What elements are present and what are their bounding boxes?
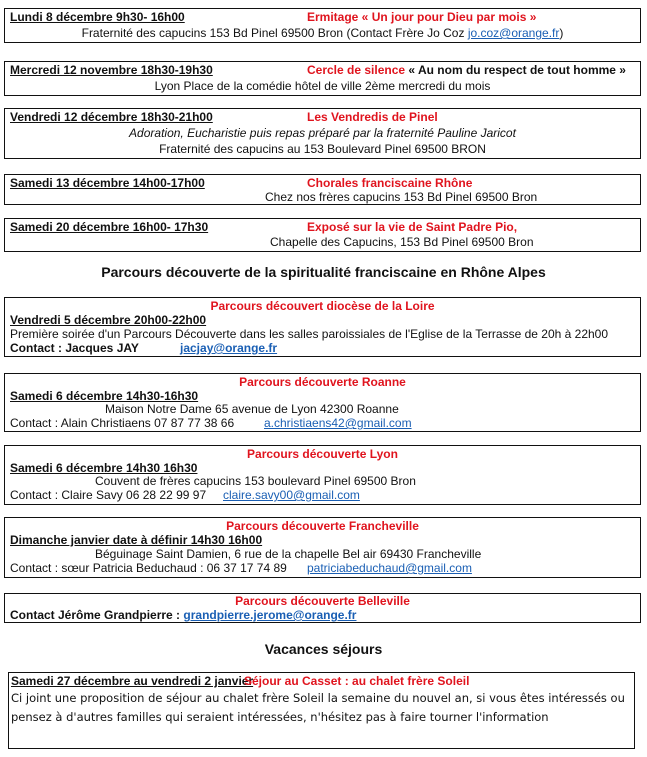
event-location-end: )	[559, 26, 564, 40]
vacances-date: Samedi 27 décembre au vendredi 2 janvier	[11, 674, 254, 688]
event-card	[4, 61, 641, 96]
event-title: Les Vendredis de Pinel	[307, 110, 438, 124]
parcours-title: Parcours découverte Belleville	[235, 594, 410, 608]
parcours-card	[4, 445, 641, 505]
event-title-suffix: « Au nom du respect de tout homme »	[405, 63, 626, 77]
event-title: Ermitage « Un jour pour Dieu par mois »	[307, 10, 537, 24]
parcours-card	[4, 297, 641, 357]
parcours-title: Parcours découverte Lyon	[247, 447, 398, 461]
event-card	[4, 174, 641, 205]
parcours-contact: Contact : Alain Christiaens 07 87 77 38 66	[10, 416, 235, 430]
parcours-email-link[interactable]: jacjay@orange.fr	[180, 341, 278, 355]
parcours-location: Maison Notre Dame 65 avenue de Lyon 42300 Roanne	[105, 402, 399, 416]
event-email-link[interactable]: jo.coz@orange.fr	[467, 26, 560, 40]
event-date: Samedi 13 décembre 14h00-17h00	[10, 176, 205, 190]
parcours-description: Première soirée d'un Parcours Découverte dans les salles paroissiales de l'Eglise de la Terrasse de 20h à 22h00	[10, 327, 609, 341]
parcours-title: Parcours découverte Roanne	[239, 375, 406, 389]
parcours-contact: Contact : Claire Savy 06 28 22 99 97	[10, 488, 207, 502]
parcours-location: Couvent de frères capucins 153 boulevard Pinel 69500 Bron	[95, 474, 416, 488]
event-location: Chez nos frères capucins 153 Bd Pinel 69500 Bron	[265, 190, 538, 204]
event-location-text: Fraternité des capucins 153 Bd Pinel 69500 Bron (Contact Frère Jo Coz	[81, 26, 468, 40]
parcours-email-link[interactable]: grandpierre.jerome@orange.fr	[183, 608, 357, 622]
event-location: Chapelle des Capucins, 153 Bd Pinel 69500 Bron	[270, 235, 534, 249]
parcours-date: Samedi 6 décembre 14h30 16h30	[10, 461, 198, 475]
vacances-title: Séjour au Casset : au chalet frère Soleil	[244, 674, 470, 688]
vacances-text-line-2: pensez à d'autres familles qui seraient intéressées, n'hésitez pas à faire tourner l'information	[11, 710, 549, 724]
vacances-text-line-1: Ci joint une proposition de séjour au chalet frère Soleil la semaine du nouvel an, si vous êtes intéressés ou	[11, 691, 625, 705]
event-title: Chorales franciscaine Rhône	[307, 176, 473, 190]
event-description: Adoration, Eucharistie puis repas préparé par la fraternité Pauline Jaricot	[129, 126, 516, 140]
event-title: Cercle de silence	[307, 63, 406, 77]
parcours-email-link[interactable]: claire.savy00@gmail.com	[223, 488, 360, 502]
parcours-email-link[interactable]: patriciabeduchaud@gmail.com	[307, 561, 472, 575]
event-card	[4, 218, 641, 252]
parcours-date: Vendredi 5 décembre 20h00-22h00	[10, 313, 207, 327]
vacances-card	[8, 672, 635, 749]
event-date: Lundi 8 décembre 9h30- 16h00	[10, 10, 185, 24]
event-date: Mercredi 12 novembre 18h30-19h30	[10, 63, 213, 77]
section-heading-vacances: Vacances séjours	[264, 641, 383, 657]
event-card	[4, 8, 641, 43]
parcours-title: Parcours découvert diocèse de la Loire	[210, 299, 435, 313]
parcours-card	[4, 373, 641, 432]
parcours-contact: Contact : Jacques JAY	[10, 341, 139, 355]
event-date: Samedi 20 décembre 16h00- 17h30	[10, 220, 209, 234]
parcours-contact: Contact Jérôme Grandpierre :	[10, 608, 184, 622]
section-heading-parcours: Parcours découverte de la spiritualité franciscaine en Rhône Alpes	[101, 264, 546, 280]
event-title: Exposé sur la vie de Saint Padre Pio,	[307, 220, 518, 234]
event-title-wrap	[307, 63, 626, 77]
parcours-contact-wrap	[10, 608, 356, 622]
parcours-email-link[interactable]: a.christiaens42@gmail.com	[264, 416, 412, 430]
event-location: Lyon Place de la comédie hôtel de ville 2ème mercredi du mois	[154, 79, 491, 93]
event-card	[4, 108, 641, 159]
parcours-date: Dimanche janvier date à définir 14h30 16h00	[10, 533, 263, 547]
parcours-date: Samedi 6 décembre 14h30-16h30	[10, 389, 199, 403]
parcours-card	[4, 517, 641, 578]
parcours-title: Parcours découverte Francheville	[226, 519, 419, 533]
parcours-contact: Contact : sœur Patricia Beduchaud : 06 37 17 74 89	[10, 561, 287, 575]
parcours-card	[4, 593, 641, 623]
event-date: Vendredi 12 décembre 18h30-21h00	[10, 110, 213, 124]
event-location: Fraternité des capucins au 153 Boulevard Pinel 69500 BRON	[159, 142, 486, 156]
event-location	[5, 26, 640, 40]
parcours-location: Béguinage Saint Damien, 6 rue de la chapelle Bel air 69430 Francheville	[95, 547, 482, 561]
